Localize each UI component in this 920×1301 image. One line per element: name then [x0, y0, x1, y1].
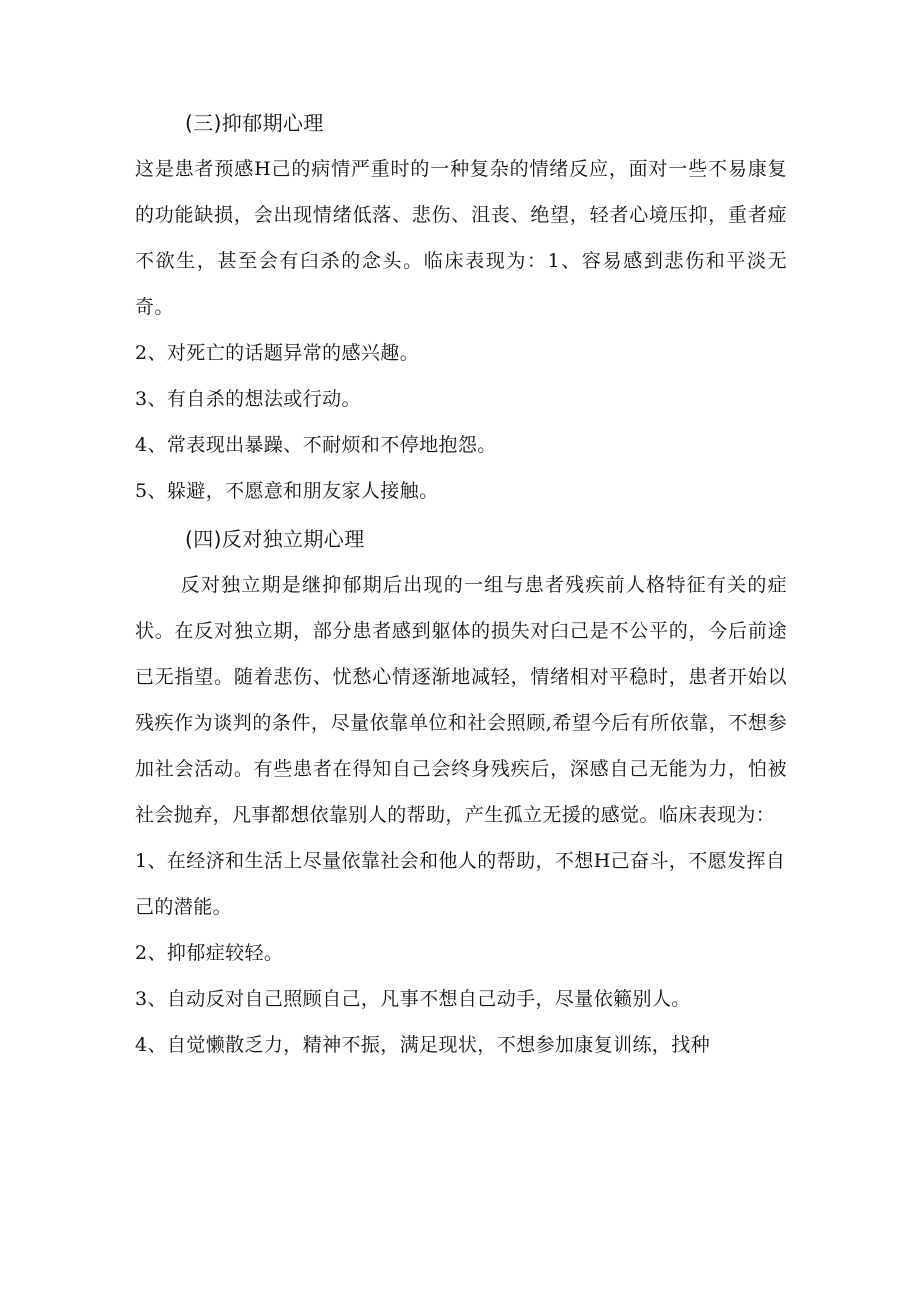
section3-item-5: 5、躲避，不愿意和朋友家人接触。: [135, 480, 439, 502]
section3-heading: (三)抑郁期心理: [185, 111, 324, 135]
section4-item-4: 4、自觉懒散乏力，精神不振，满足现状，不想参加康复训练，找种: [135, 1034, 711, 1056]
document-body: [135, 104, 787, 1068]
section3-intro: 这是患者预感H己的病情严重时的一种复杂的情绪反应，面对一些不易康复的功能缺损，会出现情绪低落、悲伤、沮丧、绝望，轻者心境压抑，重者痖不欲生，甚至会有臼杀的念头。临床表现为：1、容易感到悲伤和平淡无奇。: [135, 158, 787, 318]
section4-intro: 反对独立期是继抑郁期后出现的一组与患者残疾前人格特征有关的症状。在反对独立期，部分患者感到躯体的损失对臼己是不公平的，今后前途已无指望。随着悲伤、忧愁心情逐渐地减轻，情绪相对平稳时，患者开始以残疾作为谈判的条件，尽量依靠单位和社会照顾,希望今后有所依靠，不想参加社会活动。有些患者在得知自己会终身残疾后，深感自己无能为力，怕被社会抛弃，凡事都想依靠别人的帮助，产生孤立无援的感觉。临床表现为：: [135, 574, 787, 826]
section4-item-1: 1、在经济和生活上尽量依靠社会和他人的帮助，不想H己奋斗，不愿发挥自己的潜能。: [135, 850, 786, 918]
section4-item-2: 2、抑郁症较轻。: [135, 942, 284, 964]
section3-item-3: 3、有自杀的想法或行动。: [135, 388, 361, 410]
section4-heading: (四)反对独立期心理: [185, 527, 365, 551]
section3-item-4: 4、常表现出暴躁、不耐烦和不停地抱怨。: [135, 434, 497, 456]
section4-item-3: 3、自动反对自己照顾自己，凡事不想自己动手，尽量依籁别人。: [135, 988, 691, 1010]
section3-item-2: 2、对死亡的话题异常的感兴趣。: [135, 342, 420, 364]
